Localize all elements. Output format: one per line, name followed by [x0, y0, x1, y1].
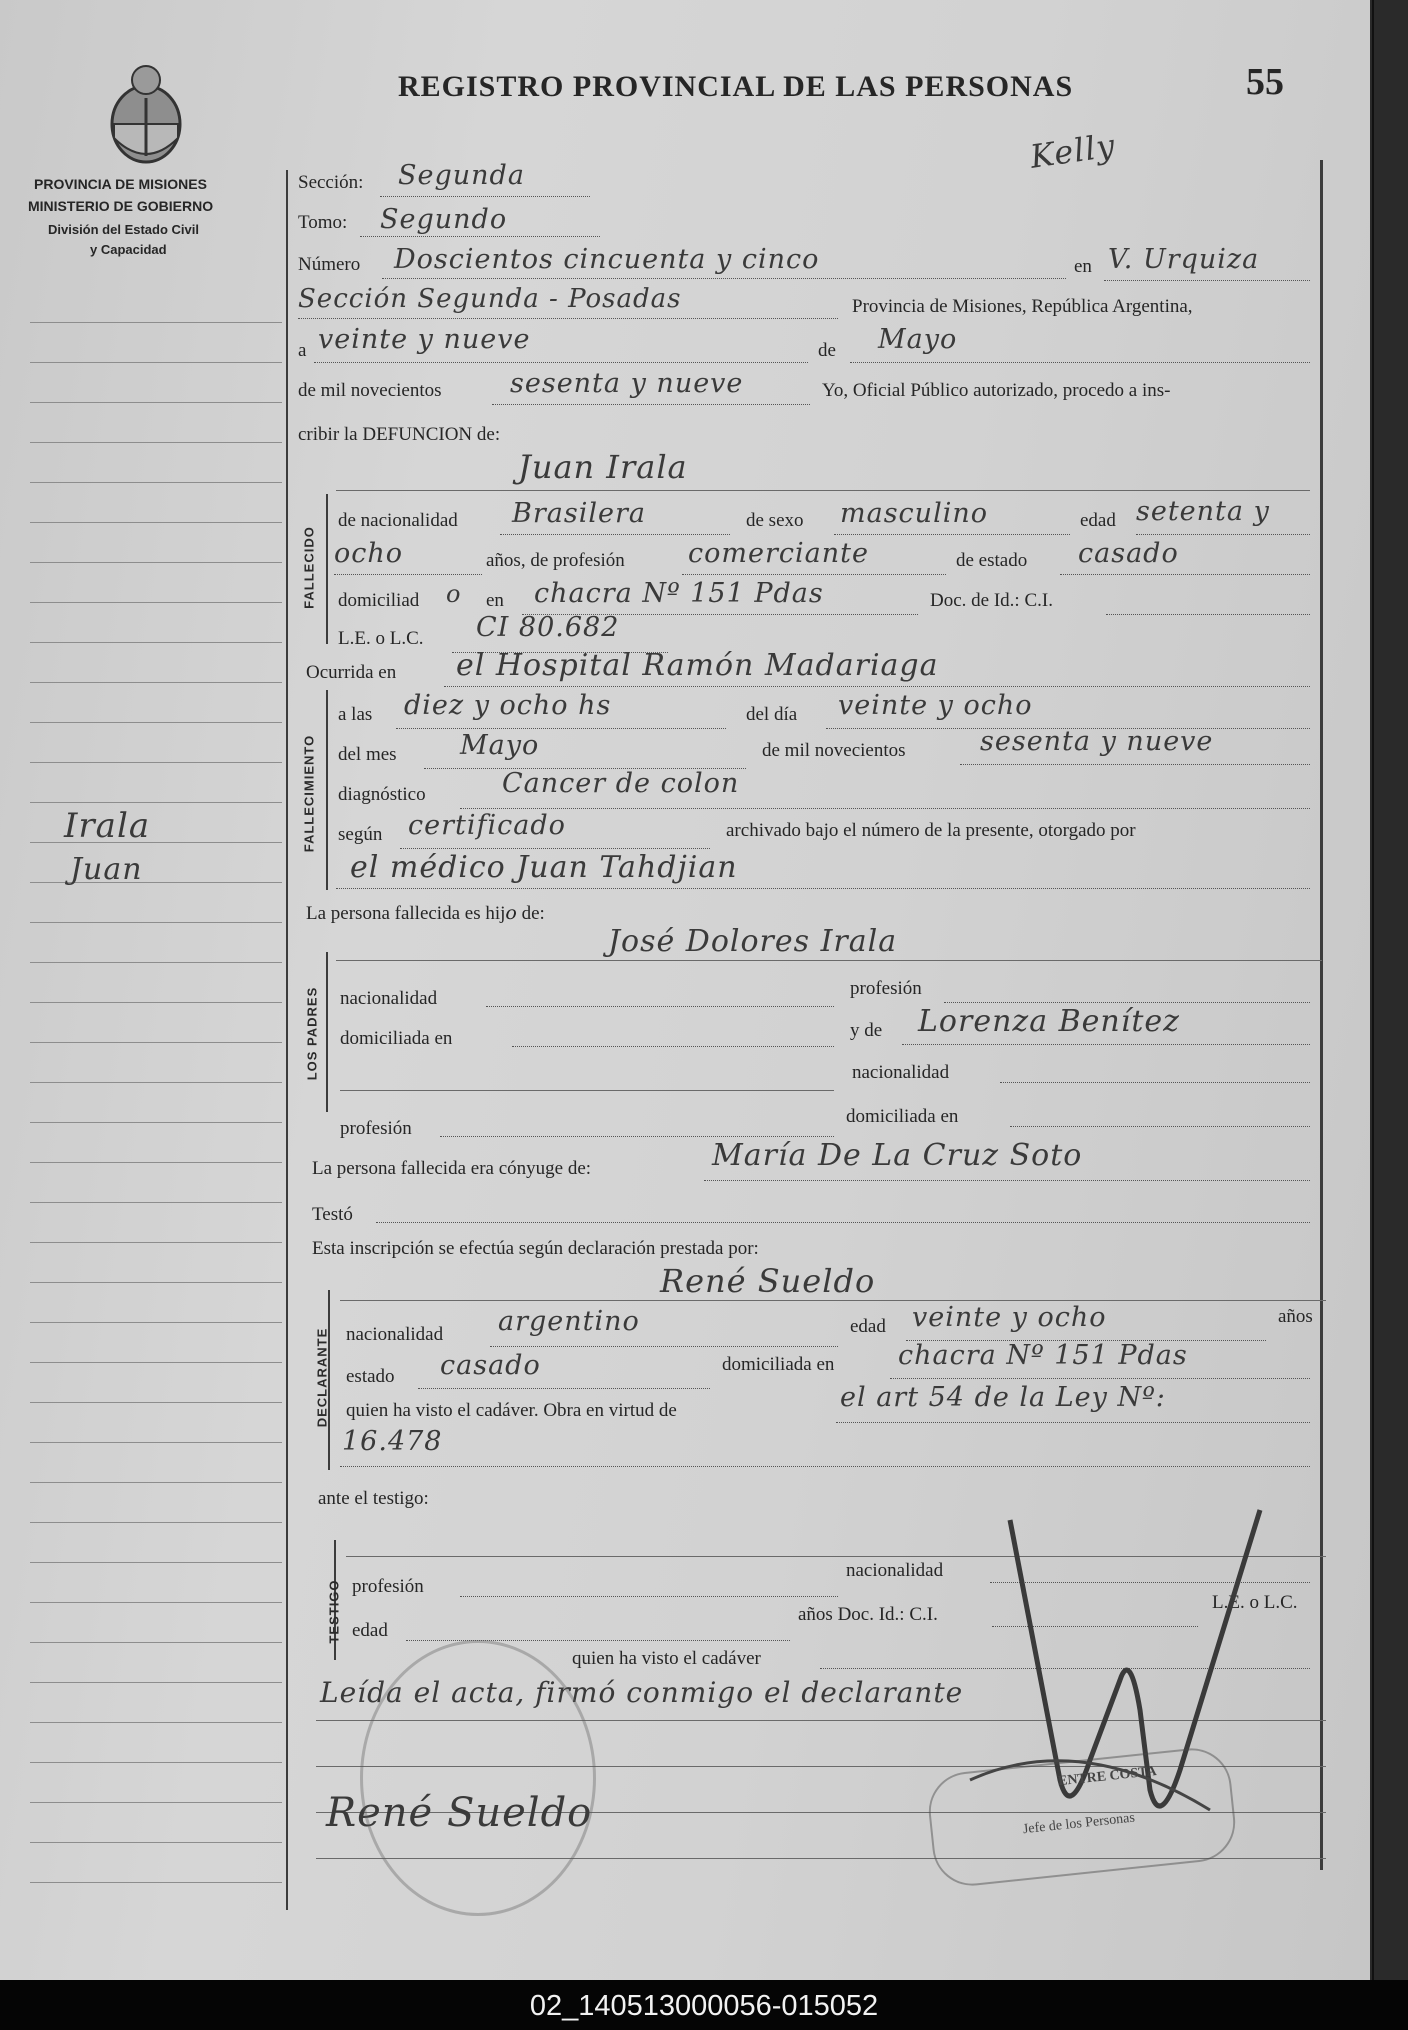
margin-note-surname: Irala	[64, 806, 151, 846]
value-tomo: Segundo	[380, 204, 508, 235]
label-testigo-anos-doc: años Doc. Id.: C.I.	[798, 1604, 938, 1625]
page-title: REGISTRO PROVINCIAL DE LAS PERSONAS	[398, 70, 1074, 103]
label-del-dia: del día	[746, 704, 798, 725]
issuer-division: División del Estado Civil	[48, 222, 199, 237]
value-hora: diez y ocho hs	[404, 690, 612, 721]
label-padre-profesion: profesión	[850, 978, 922, 999]
value-obra: el art 54 de la Ley Nº:	[840, 1382, 1166, 1413]
label-y-de: y de	[850, 1020, 883, 1041]
label-testigo-le-lc: L.E. o L.C.	[1212, 1592, 1298, 1613]
value-ley: 16.478	[342, 1426, 443, 1457]
value-diagnostico: Cancer de colon	[502, 768, 740, 799]
label-archivado: archivado bajo el número de la presente, otorgado por	[726, 820, 1136, 841]
label-ocurrida-en: Ocurrida en	[306, 662, 397, 683]
value-seccion: Segunda	[398, 160, 525, 191]
value-en: V. Urquiza	[1108, 244, 1260, 275]
label-testigo-quien-visto: quien ha visto el cadáver	[572, 1648, 761, 1669]
coat-of-arms-icon	[104, 58, 188, 170]
value-segun: certificado	[408, 810, 566, 841]
section-testigo: TESTIGO	[326, 1579, 342, 1644]
label-testigo-profesion: profesión	[352, 1576, 424, 1597]
stamp-text-2: Jefe de los Personas	[1022, 1810, 1136, 1838]
label-de-mil-nov-fallec: de mil novecientos	[762, 740, 906, 761]
value-edad-cont: ocho	[334, 538, 404, 569]
label-declaracion: Esta inscripción se efectúa según declaración prestada por:	[312, 1238, 759, 1259]
value-numero: Doscientos cincuenta y cinco	[394, 244, 820, 275]
label-padre-domiciliada: domiciliada en	[340, 1028, 453, 1049]
label-de-mil-novecientos: de mil novecientos	[298, 380, 442, 401]
label-decl-estado: estado	[346, 1366, 395, 1387]
label-segun: según	[338, 824, 383, 845]
section-fallecimiento: FALLECIMIENTO	[301, 734, 317, 853]
label-a-las: a las	[338, 704, 373, 725]
label-testo: Testó	[312, 1204, 353, 1225]
value-decl-edad: veinte y ocho	[912, 1302, 1107, 1333]
label-estado: de estado	[956, 550, 1028, 571]
value-decl-estado: casado	[440, 1350, 541, 1381]
value-anio: sesenta y nueve	[510, 368, 744, 399]
value-leida: Leída el acta, firmó conmigo el declarante	[320, 1676, 964, 1709]
value-conyuge: María De La Cruz Soto	[712, 1138, 1083, 1173]
label-conyuge: La persona fallecida era cónyuge de:	[312, 1158, 592, 1179]
label-tomo: Tomo:	[298, 212, 348, 233]
label-yo-oficial: Yo, Oficial Público autorizado, procedo a ins-	[822, 380, 1171, 401]
label-decl-anos: años	[1278, 1306, 1313, 1327]
value-ocurrida: el Hospital Ramón Madariaga	[456, 648, 939, 683]
value-nacionalidad: Brasilera	[512, 498, 646, 529]
label-madre-nacionalidad: nacionalidad	[852, 1062, 950, 1083]
label-madre-domiciliada: domiciliada en	[846, 1106, 959, 1127]
label-doc-id: Doc. de Id.: C.I.	[930, 590, 1053, 611]
value-decl-domicilio: chacra Nº 151 Pdas	[898, 1340, 1188, 1371]
label-padre-nacionalidad: nacionalidad	[340, 988, 438, 1009]
page-number: 55	[1246, 61, 1284, 103]
label-sexo: de sexo	[746, 510, 804, 531]
value-declarante: René Sueldo	[660, 1262, 876, 1300]
value-mes: Mayo	[878, 324, 958, 355]
label-en: en	[1074, 256, 1092, 277]
declarant-signature: René Sueldo	[326, 1790, 593, 1836]
value-mes-fallec: Mayo	[460, 730, 540, 761]
value-dia: veinte y nueve	[318, 324, 531, 355]
section-fallecido: FALLECIDO	[301, 526, 317, 609]
value-anio-fallec: sesenta y nueve	[980, 726, 1214, 757]
label-ante-testigo: ante el testigo:	[318, 1488, 429, 1509]
label-le-lc: L.E. o L.C.	[338, 628, 424, 649]
label-provincia: Provincia de Misiones, República Argentina,	[852, 296, 1193, 317]
value-sexo: masculino	[840, 498, 988, 529]
section-los-padres: LOS PADRES	[304, 986, 320, 1081]
issuer-capacity: y Capacidad	[90, 242, 167, 257]
value-profesion: comerciante	[688, 538, 869, 569]
frame-identifier: 02_140513000056-015052	[529, 1990, 879, 2022]
value-dia-fallec: veinte y ocho	[838, 690, 1033, 721]
label-a: a	[298, 340, 307, 361]
value-le-lc: CI 80.682	[476, 612, 620, 643]
value-domiciliado-suffix: o	[446, 580, 462, 608]
margin-note-name: Juan	[70, 852, 143, 887]
label-nacionalidad: de nacionalidad	[338, 510, 458, 531]
label-de: de	[818, 340, 836, 361]
label-decl-nacionalidad: nacionalidad	[346, 1324, 444, 1345]
label-en-domicilio: en	[486, 590, 504, 611]
value-decl-nacionalidad: argentino	[498, 1306, 640, 1337]
value-domicilio: chacra Nº 151 Pdas	[534, 578, 824, 609]
label-decl-domiciliada: domiciliada en	[722, 1354, 835, 1375]
label-edad: edad	[1080, 510, 1116, 531]
label-anos-profesion: años, de profesión	[486, 550, 625, 571]
value-padre: José Dolores Irala	[608, 924, 898, 959]
label-numero: Número	[298, 254, 361, 275]
value-madre: Lorenza Benítez	[918, 1004, 1180, 1039]
issuer-province: PROVINCIA DE MISIONES	[34, 176, 207, 192]
label-inscribir: cribir la DEFUNCION de:	[298, 424, 501, 445]
value-nombre: Juan Irala	[518, 448, 688, 486]
value-edad: setenta y	[1136, 496, 1270, 527]
label-del-mes: del mes	[338, 744, 397, 765]
label-seccion: Sección:	[298, 172, 364, 193]
label-testigo-edad: edad	[352, 1620, 388, 1641]
label-domiciliado: domiciliad	[338, 590, 420, 611]
stamp-text-1: ENTRE COSTA	[1057, 1763, 1158, 1790]
issuer-ministry: MINISTERIO DE GOBIERNO	[28, 198, 214, 214]
label-testigo-nacionalidad: nacionalidad	[846, 1560, 944, 1581]
section-declarante: DECLARANTE	[314, 1327, 330, 1428]
round-stamp	[360, 1640, 596, 1916]
official-signature-top: Kelly	[1027, 126, 1118, 176]
label-hija-de: La persona fallecida es hijo de:	[306, 902, 545, 924]
label-madre-profesion: profesión	[340, 1118, 412, 1139]
label-decl-edad: edad	[850, 1316, 886, 1337]
value-medico: el médico Juan Tahdjian	[350, 850, 738, 885]
value-estado: casado	[1078, 538, 1179, 569]
label-diagnostico: diagnóstico	[338, 784, 426, 805]
value-seccion-lugar: Sección Segunda - Posadas	[298, 284, 682, 314]
label-quien-visto-obra: quien ha visto el cadáver. Obra en virtud de	[346, 1400, 677, 1421]
